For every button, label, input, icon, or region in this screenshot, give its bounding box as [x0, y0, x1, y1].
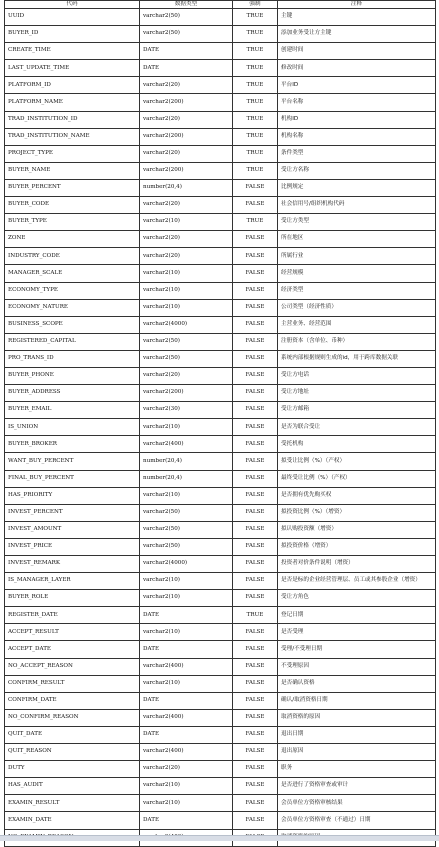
cell-mandatory: FALSE	[233, 453, 278, 470]
cell-code: CREATE_TIME	[5, 43, 140, 60]
cell-data-type: varchar2(10)	[140, 487, 233, 504]
cell-comment: 是否确认资格	[278, 675, 436, 692]
field-definition-table	[4, 0, 436, 847]
cell-mandatory: FALSE	[233, 316, 278, 333]
table-row	[5, 624, 436, 641]
cell-code: TRAD_INSTITUTION_NAME	[5, 128, 140, 145]
cell-data-type: DATE	[140, 43, 233, 60]
table-row	[5, 145, 436, 162]
cell-data-type: varchar2(10)	[140, 299, 233, 316]
cell-data-type: varchar2(20)	[140, 145, 233, 162]
cell-code: QUIT_DATE	[5, 726, 140, 743]
cell-code: BUYER_CODE	[5, 197, 140, 214]
cell-data-type: varchar2(10)	[140, 419, 233, 436]
cell-mandatory: FALSE	[233, 692, 278, 709]
cell-mandatory: FALSE	[233, 573, 278, 590]
table-row	[5, 761, 436, 778]
cell-data-type: varchar2(20)	[140, 248, 233, 265]
cell-mandatory: FALSE	[233, 402, 278, 419]
cell-code: BUYER_PERCENT	[5, 179, 140, 196]
cell-comment: 会员单位方资格审查（不通过）日期	[278, 812, 436, 829]
cell-comment: 会员单位方资格审核结果	[278, 795, 436, 812]
cell-data-type: varchar2(400)	[140, 436, 233, 453]
cell-data-type: varchar2(50)	[140, 9, 233, 26]
cell-mandatory: TRUE	[233, 9, 278, 26]
cell-code: NO_CONFIRM_REASON	[5, 709, 140, 726]
cell-mandatory: TRUE	[233, 111, 278, 128]
cell-code: ECONOMY_TYPE	[5, 282, 140, 299]
table-row	[5, 111, 436, 128]
table-row	[5, 470, 436, 487]
cell-mandatory: FALSE	[233, 419, 278, 436]
table-row	[5, 9, 436, 26]
cell-comment: 比例规定	[278, 179, 436, 196]
cell-code: BUSINESS_SCOPE	[5, 316, 140, 333]
cell-code: ACCEPT_DATE	[5, 641, 140, 658]
table-row	[5, 521, 436, 538]
cell-data-type: varchar2(50)	[140, 26, 233, 43]
cell-comment: 受理/不受理日期	[278, 641, 436, 658]
table-row	[5, 385, 436, 402]
cell-data-type: varchar2(200)	[140, 128, 233, 145]
cell-comment: 确认/取消资格日期	[278, 692, 436, 709]
table-row	[5, 590, 436, 607]
table-row	[5, 692, 436, 709]
cell-code: INVEST_PRICE	[5, 538, 140, 555]
cell-mandatory: FALSE	[233, 795, 278, 812]
table-row	[5, 265, 436, 282]
cell-comment: 添加业务受让方主键	[278, 26, 436, 43]
cell-data-type: varchar2(20)	[140, 367, 233, 384]
cell-data-type: number(20,4)	[140, 179, 233, 196]
table-body	[5, 9, 436, 847]
cell-code: QUIT_REASON	[5, 744, 140, 761]
cell-mandatory: TRUE	[233, 60, 278, 77]
cell-comment: 拟投资价格（增资）	[278, 538, 436, 555]
cell-mandatory: TRUE	[233, 607, 278, 624]
header-mandatory: 强制	[233, 1, 278, 9]
cell-code: CONFIRM_DATE	[5, 692, 140, 709]
cell-code: WANT_BUY_PERCENT	[5, 453, 140, 470]
cell-mandatory: TRUE	[233, 214, 278, 231]
table-row	[5, 453, 436, 470]
table-row	[5, 94, 436, 111]
cell-comment: 受让方邮箱	[278, 402, 436, 419]
cell-mandatory: FALSE	[233, 538, 278, 555]
cell-data-type: varchar2(400)	[140, 658, 233, 675]
cell-comment: 取消资格的原因	[278, 709, 436, 726]
cell-comment: 注册资本（含单位、币种）	[278, 333, 436, 350]
cell-mandatory: FALSE	[233, 197, 278, 214]
cell-code: BUYER_BROKER	[5, 436, 140, 453]
cell-code: TRAD_INSTITUTION_ID	[5, 111, 140, 128]
cell-code: PLATFORM_ID	[5, 77, 140, 94]
cell-code: DUTY	[5, 761, 140, 778]
cell-mandatory: FALSE	[233, 333, 278, 350]
cell-data-type: varchar2(200)	[140, 94, 233, 111]
cell-data-type: varchar2(10)	[140, 573, 233, 590]
cell-data-type: varchar2(50)	[140, 521, 233, 538]
table-row	[5, 538, 436, 555]
cell-code: EXAMIN_RESULT	[5, 795, 140, 812]
cell-code: EXAMIN_DATE	[5, 812, 140, 829]
cell-comment: 所在地区	[278, 231, 436, 248]
cell-code: FINAL_BUY_PERCENT	[5, 470, 140, 487]
cell-comment: 条件类型	[278, 145, 436, 162]
cell-code: BUYER_ROLE	[5, 590, 140, 607]
cell-mandatory: FALSE	[233, 778, 278, 795]
cell-comment: 最终受让比例（%）（产权）	[278, 470, 436, 487]
cell-code: HAS_PRIORITY	[5, 487, 140, 504]
cell-code: ACCEPT_RESULT	[5, 624, 140, 641]
field-definition-table-container	[4, 0, 435, 847]
cell-mandatory: TRUE	[233, 128, 278, 145]
cell-mandatory: FALSE	[233, 744, 278, 761]
cell-mandatory: FALSE	[233, 812, 278, 829]
cell-mandatory: FALSE	[233, 350, 278, 367]
cell-code: PLATFORM_NAME	[5, 94, 140, 111]
cell-comment: 系统内部根据规则生成的id，用于跨库数据关联	[278, 350, 436, 367]
cell-data-type: varchar2(50)	[140, 333, 233, 350]
cell-comment: 受让方类型	[278, 214, 436, 231]
cell-mandatory: FALSE	[233, 299, 278, 316]
cell-code: BUYER_EMAIL	[5, 402, 140, 419]
cell-comment: 平台ID	[278, 77, 436, 94]
cell-code: REGISTERED_CAPITAL	[5, 333, 140, 350]
cell-comment: 拟投资比例（%）（增资）	[278, 504, 436, 521]
cell-mandatory: TRUE	[233, 145, 278, 162]
cell-code: PROJECT_TYPE	[5, 145, 140, 162]
cell-data-type: DATE	[140, 812, 233, 829]
cell-mandatory: FALSE	[233, 521, 278, 538]
cell-code: IS_UNION	[5, 419, 140, 436]
cell-mandatory: TRUE	[233, 94, 278, 111]
cell-comment: 职务	[278, 761, 436, 778]
cell-mandatory: FALSE	[233, 641, 278, 658]
cell-code: IS_MANAGER_LAYER	[5, 573, 140, 590]
cell-mandatory: FALSE	[233, 282, 278, 299]
cell-data-type: varchar2(50)	[140, 350, 233, 367]
table-row	[5, 333, 436, 350]
cell-data-type: varchar2(10)	[140, 778, 233, 795]
cell-code: BUYER_NAME	[5, 162, 140, 179]
cell-data-type: varchar2(200)	[140, 385, 233, 402]
cell-mandatory: FALSE	[233, 265, 278, 282]
cell-comment: 平台名称	[278, 94, 436, 111]
cell-code: INVEST_PERCENT	[5, 504, 140, 521]
cell-comment: 投资者对价条件说明（增资）	[278, 556, 436, 573]
cell-code: INDUSTRY_CODE	[5, 248, 140, 265]
cell-mandatory: FALSE	[233, 675, 278, 692]
cell-code: INVEST_REMARK	[5, 556, 140, 573]
table-header-row	[5, 1, 436, 9]
cell-comment: 是否为联合受让	[278, 419, 436, 436]
cell-comment: 公司类型（经济性质）	[278, 299, 436, 316]
cell-mandatory: FALSE	[233, 436, 278, 453]
cell-data-type: varchar2(200)	[140, 162, 233, 179]
table-row	[5, 641, 436, 658]
cell-mandatory: TRUE	[233, 162, 278, 179]
cell-data-type: number(20,4)	[140, 453, 233, 470]
cell-data-type: varchar2(4000)	[140, 316, 233, 333]
table-row	[5, 795, 436, 812]
cell-code: BUYER_ID	[5, 26, 140, 43]
table-row	[5, 60, 436, 77]
cell-data-type: varchar2(10)	[140, 795, 233, 812]
table-row	[5, 316, 436, 333]
cell-data-type: DATE	[140, 607, 233, 624]
cell-comment: 主键	[278, 9, 436, 26]
cell-code: MANAGER_SCALE	[5, 265, 140, 282]
cell-data-type: varchar2(20)	[140, 111, 233, 128]
cell-code: HAS_AUDIT	[5, 778, 140, 795]
header-code: 代码	[5, 1, 140, 9]
table-row	[5, 556, 436, 573]
table-row	[5, 709, 436, 726]
cell-data-type: varchar2(50)	[140, 538, 233, 555]
cell-data-type: varchar2(20)	[140, 197, 233, 214]
cell-comment: 修改时间	[278, 60, 436, 77]
table-row	[5, 726, 436, 743]
cell-comment: 所属行业	[278, 248, 436, 265]
cell-mandatory: TRUE	[233, 77, 278, 94]
cell-data-type: varchar2(10)	[140, 265, 233, 282]
cell-mandatory: TRUE	[233, 43, 278, 60]
table-row	[5, 43, 436, 60]
table-row	[5, 675, 436, 692]
cell-comment: 受让方名称	[278, 162, 436, 179]
header-data-type: 数据类型	[140, 1, 233, 9]
cell-mandatory: FALSE	[233, 658, 278, 675]
cell-data-type: varchar2(10)	[140, 675, 233, 692]
cell-data-type: DATE	[140, 726, 233, 743]
window-bottom-edge	[0, 835, 439, 841]
table-row	[5, 812, 436, 829]
cell-mandatory: FALSE	[233, 504, 278, 521]
table-row	[5, 367, 436, 384]
cell-comment: 退出日期	[278, 726, 436, 743]
cell-code: LAST_UPDATE_TIME	[5, 60, 140, 77]
cell-comment: 受让方角色	[278, 590, 436, 607]
cell-mandatory: FALSE	[233, 709, 278, 726]
cell-comment: 是否拥有优先购买权	[278, 487, 436, 504]
table-row	[5, 128, 436, 145]
table-row	[5, 214, 436, 231]
cell-mandatory: FALSE	[233, 385, 278, 402]
cell-data-type: varchar2(20)	[140, 77, 233, 94]
cell-mandatory: FALSE	[233, 367, 278, 384]
cell-data-type: varchar2(10)	[140, 590, 233, 607]
header-comment: 注释	[278, 1, 436, 9]
table-row	[5, 402, 436, 419]
cell-mandatory: TRUE	[233, 26, 278, 43]
cell-code: BUYER_TYPE	[5, 214, 140, 231]
cell-comment: 是否是标的企业经营管理层、员工或其参股企业（增资）	[278, 573, 436, 590]
cell-mandatory: FALSE	[233, 179, 278, 196]
cell-code: REGISTER_DATE	[5, 607, 140, 624]
table-row	[5, 231, 436, 248]
cell-data-type: number(20,4)	[140, 470, 233, 487]
cell-comment: 是否进行了资格审查或审计	[278, 778, 436, 795]
table-row	[5, 350, 436, 367]
cell-data-type: DATE	[140, 60, 233, 77]
cell-data-type: varchar2(10)	[140, 214, 233, 231]
cell-data-type: varchar2(10)	[140, 282, 233, 299]
cell-comment: 社会信用号/组织机构代码	[278, 197, 436, 214]
cell-mandatory: FALSE	[233, 248, 278, 265]
cell-code: CONFIRM_RESULT	[5, 675, 140, 692]
cell-comment: 不受理原因	[278, 658, 436, 675]
table-row	[5, 504, 436, 521]
cell-code: ECONOMY_NATURE	[5, 299, 140, 316]
table-row	[5, 419, 436, 436]
cell-data-type: varchar2(30)	[140, 402, 233, 419]
cell-code: INVEST_AMOUNT	[5, 521, 140, 538]
cell-mandatory: FALSE	[233, 624, 278, 641]
table-row	[5, 778, 436, 795]
table-row	[5, 26, 436, 43]
cell-comment: 创建时间	[278, 43, 436, 60]
cell-data-type: varchar2(400)	[140, 709, 233, 726]
cell-code: PRO_TRANS_ID	[5, 350, 140, 367]
cell-comment: 拟认购投资额（增资）	[278, 521, 436, 538]
cell-comment: 机构ID	[278, 111, 436, 128]
cell-data-type: DATE	[140, 692, 233, 709]
table-row	[5, 197, 436, 214]
cell-comment: 经营规模	[278, 265, 436, 282]
cell-mandatory: FALSE	[233, 556, 278, 573]
table-row	[5, 607, 436, 624]
cell-comment: 是否受理	[278, 624, 436, 641]
cell-comment: 经济类型	[278, 282, 436, 299]
table-row	[5, 658, 436, 675]
table-row	[5, 573, 436, 590]
cell-code: ZONE	[5, 231, 140, 248]
table-row	[5, 162, 436, 179]
cell-data-type: DATE	[140, 641, 233, 658]
cell-code: NO_ACCEPT_REASON	[5, 658, 140, 675]
table-row	[5, 77, 436, 94]
cell-comment: 受让方地址	[278, 385, 436, 402]
cell-comment: 退出原因	[278, 744, 436, 761]
table-row	[5, 248, 436, 265]
cell-comment: 登记日期	[278, 607, 436, 624]
cell-comment: 拟受让比例（%）（产权）	[278, 453, 436, 470]
table-row	[5, 436, 436, 453]
cell-code: BUYER_ADDRESS	[5, 385, 140, 402]
cell-code: BUYER_PHONE	[5, 367, 140, 384]
cell-data-type: varchar2(10)	[140, 624, 233, 641]
cell-mandatory: FALSE	[233, 761, 278, 778]
cell-comment: 主营业务、经营范围	[278, 316, 436, 333]
cell-mandatory: FALSE	[233, 590, 278, 607]
table-row	[5, 487, 436, 504]
cell-comment: 受让方电话	[278, 367, 436, 384]
table-row	[5, 299, 436, 316]
cell-mandatory: FALSE	[233, 470, 278, 487]
table-row	[5, 744, 436, 761]
cell-data-type: varchar2(4000)	[140, 556, 233, 573]
cell-data-type: varchar2(400)	[140, 744, 233, 761]
cell-data-type: varchar2(20)	[140, 761, 233, 778]
cell-mandatory: FALSE	[233, 726, 278, 743]
cell-mandatory: FALSE	[233, 487, 278, 504]
cell-data-type: varchar2(20)	[140, 231, 233, 248]
cell-data-type: varchar2(50)	[140, 504, 233, 521]
cell-code: UUID	[5, 9, 140, 26]
cell-comment: 机构名称	[278, 128, 436, 145]
cell-comment: 受托机构	[278, 436, 436, 453]
table-row	[5, 179, 436, 196]
cell-mandatory: FALSE	[233, 231, 278, 248]
table-row	[5, 282, 436, 299]
